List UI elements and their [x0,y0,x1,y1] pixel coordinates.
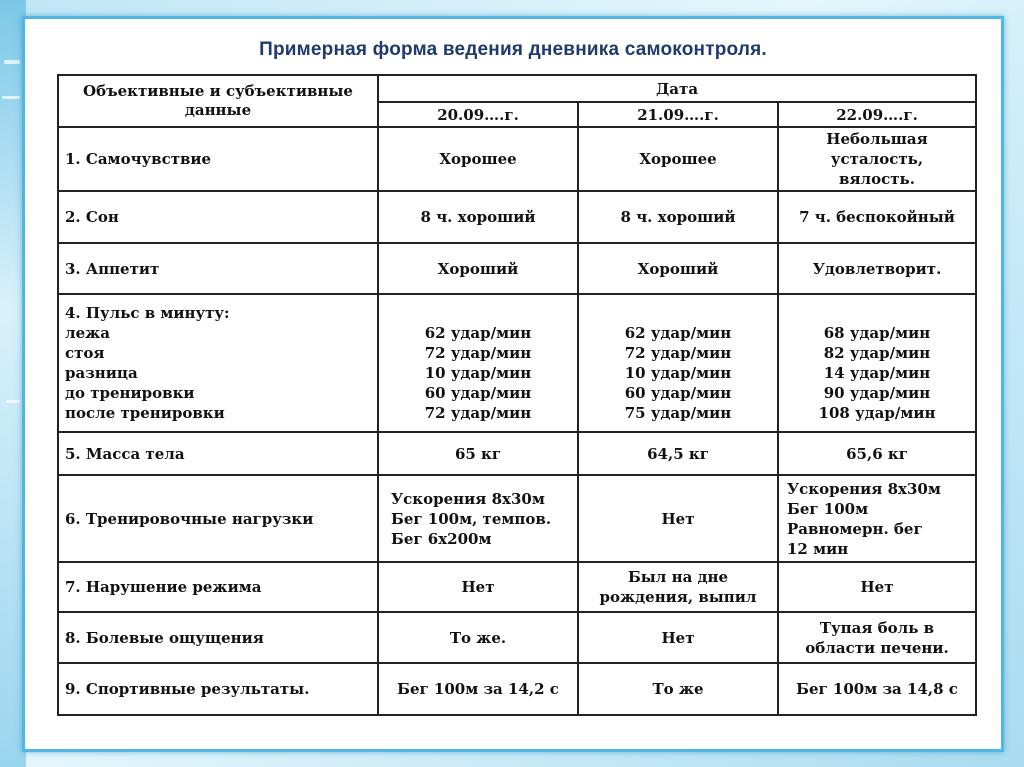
cell-line: Удовлетворит. [812,259,942,278]
row-label-line: 4. Пульс в минуту: [65,304,230,322]
cell-line: 12 мин [787,539,849,558]
table-cell [378,663,578,715]
table-row [58,191,976,243]
table-cell [378,127,578,191]
cell-line: 65 кг [454,444,502,463]
table-cell [778,243,976,294]
row-label [58,562,378,612]
cell-line: 62 удар/мин [624,324,732,342]
table-row [58,294,976,432]
row-label-line: 3. Аппетит [65,259,160,278]
table-cell [378,191,578,243]
cell-line: Равномерн. бег [787,519,923,538]
table-cell [578,191,778,243]
cell-line: Нет [461,578,495,596]
table-cell [578,475,778,562]
cell-line: 62 удар/мин [424,324,532,342]
page-title: Примерная форма ведения дневника самоконтроля. [259,39,767,60]
decorative-stroke [2,96,20,99]
cell-line: 68 удар/мин [823,324,931,342]
table-cell [778,294,976,432]
cell-line: Был на дне [627,568,729,586]
table-cell [778,612,976,663]
cell-line: 90 удар/мин [823,384,931,402]
cell-line: Нет [661,509,695,528]
row-label [58,243,378,294]
header-date-label: Дата [378,75,976,102]
cell-line: 7 ч. беспокойный [799,208,955,226]
table-cell [378,432,578,475]
table-row [58,127,976,191]
cell-line: 10 удар/мин [624,364,732,382]
row-label-line: 2. Сон [65,208,119,226]
table-row [58,432,976,475]
cell-line: Хороший [437,259,519,278]
table-cell [778,475,976,562]
cell-line [785,303,969,323]
row-label-line: лежа [65,324,110,342]
row-label [58,612,378,663]
cell-line: области печени. [805,638,949,657]
header-data-label: Объективные и субъективные данные [58,75,378,127]
table-cell [778,562,976,612]
cell-line: 8 ч. хороший [420,208,536,226]
row-label-line: 8. Болевые ощущения [65,628,264,647]
row-label [58,127,378,191]
cell-line: 72 удар/мин [424,404,532,422]
header-date: 22.09….г. [778,102,976,127]
table-cell [378,612,578,663]
cell-line: 8 ч. хороший [620,208,736,226]
table-cell [378,562,578,612]
row-label-line: 1. Самочувствие [65,150,212,168]
row-label-line: разница [65,364,138,382]
cell-line: Хорошее [439,150,517,168]
row-label-line: 9. Спортивные результаты. [65,680,310,698]
cell-line [385,303,571,323]
cell-line: Нет [661,628,695,647]
decorative-stroke [4,60,20,64]
cell-line: 75 удар/мин [624,404,732,422]
cell-line: 60 удар/мин [424,384,532,402]
cell-line: То же [652,680,704,698]
cell-line: усталость, [830,150,924,168]
cell-line: Ускорения 8х30м [787,479,941,498]
table-cell [578,612,778,663]
row-label [58,432,378,475]
cell-line: 82 удар/мин [823,344,931,362]
header-date: 20.09….г. [378,102,578,127]
cell-line: 108 удар/мин [818,404,936,422]
header-date: 21.09….г. [578,102,778,127]
cell-line: Тупая боль в [819,618,935,637]
cell-line: Бег 100м за 14,8 с [796,680,958,698]
row-label [58,475,378,562]
table-row [58,663,976,715]
row-label [58,663,378,715]
cell-line: 60 удар/мин [624,384,732,402]
table-row [58,612,976,663]
row-label-line: до тренировки [65,384,195,402]
table-cell [378,475,578,562]
cell-line: Нет [860,578,894,596]
cell-line: 10 удар/мин [424,364,532,382]
cell-line: 64,5 кг [647,444,709,463]
row-label-line: 6. Тренировочные нагрузки [65,509,314,528]
table-cell [378,294,578,432]
table-cell [778,191,976,243]
cell-line: Бег 100м за 14,2 с [397,680,559,698]
cell-line: Бег 6х200м [391,529,492,548]
table-cell [578,294,778,432]
table-row [58,243,976,294]
cell-line: 65,6 кг [846,444,908,463]
slide [22,16,1004,752]
cell-line: рождения, выпил [599,588,757,606]
row-label-line: 5. Масса тела [65,444,185,463]
row-label [58,294,378,432]
cell-line: Бег 100м, темпов. [391,509,552,528]
row-label [58,191,378,243]
table-row [58,475,976,562]
row-label-line: стоя [65,344,105,362]
table-cell [378,243,578,294]
cell-line: Небольшая [826,130,928,148]
table-cell [578,562,778,612]
cell-line: 72 удар/мин [624,344,732,362]
table-cell [778,127,976,191]
cell-line: Бег 100м [787,499,869,518]
cell-line: Хороший [637,259,719,278]
row-label-line: после тренировки [65,404,225,422]
cell-line: вялость. [839,170,915,188]
table-cell [778,432,976,475]
diary-table [57,74,977,716]
header-row [58,75,976,102]
decorative-stroke [6,400,20,403]
table-cell [578,432,778,475]
cell-line: 14 удар/мин [823,364,931,382]
cell-line [585,303,771,323]
cell-line: То же. [449,628,507,647]
row-label-line: 7. Нарушение режима [65,578,262,596]
cell-line: Хорошее [639,150,717,168]
table-cell [778,663,976,715]
table-cell [578,127,778,191]
cell-line: 72 удар/мин [424,344,532,362]
table-cell [578,243,778,294]
table-row [58,562,976,612]
cell-line: Ускорения 8х30м [391,489,545,508]
table-cell [578,663,778,715]
